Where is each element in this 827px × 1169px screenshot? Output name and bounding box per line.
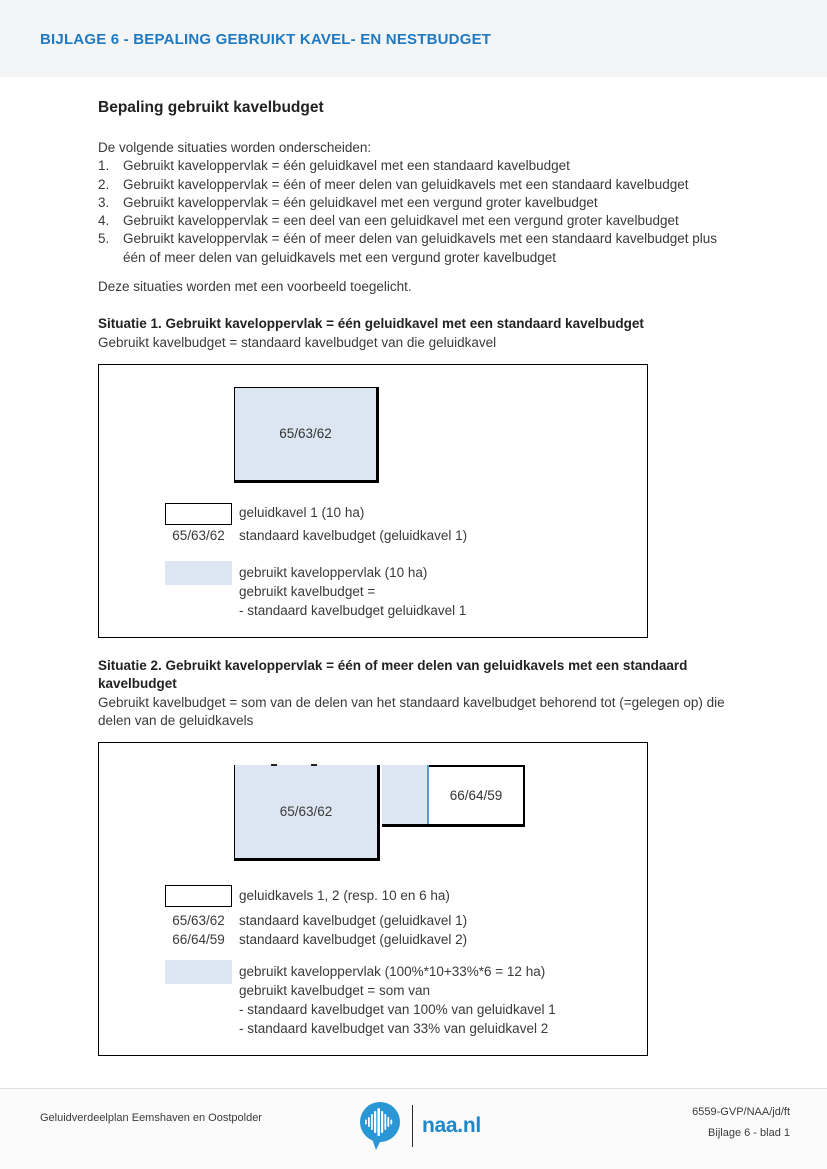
legend-kavel-label: geluidkavel 1 (10 ha) (239, 504, 365, 520)
legend-used-item: - standaard kavelbudget geluidkavel 1 (239, 602, 467, 618)
situatie2-title: Situatie 2. Gebruikt kaveloppervlak = één of meer delen van geluidkavels met een standaard kavelbudget (98, 657, 688, 692)
situations-list (98, 157, 734, 267)
figure-situatie2 (98, 742, 648, 1056)
list-item (98, 176, 734, 194)
legend-budget2-label: standaard kavelbudget (geluidkavel 2) (239, 932, 468, 948)
legend-budget-code: 65/63/62 (172, 527, 225, 543)
clipped-mark (271, 764, 277, 766)
list-item (98, 212, 734, 230)
legend-used-area: gebruikt kaveloppervlak (10 ha) (239, 564, 428, 580)
list-item-text: Gebruikt kaveloppervlak = één geluidkavel met een standaard kavelbudget (123, 158, 570, 174)
section-heading: Bepaling gebruikt kavelbudget (98, 99, 324, 116)
situatie1-title: Situatie 1. Gebruikt kaveloppervlak = één geluidkavel met een standaard kavelbudget (98, 316, 644, 332)
list-item-number: 1. (98, 158, 110, 174)
note-paragraph: Deze situaties worden met een voorbeeld toegelicht. (98, 279, 412, 295)
page-footer-band (0, 1088, 827, 1169)
list-item-number: 3. (98, 194, 110, 210)
kavelbudget2-label: 66/64/59 (449, 787, 503, 803)
legend-swatch-used (165, 561, 232, 585)
footer-reference (692, 1102, 790, 1144)
list-item (98, 194, 734, 212)
legend-used-budget: gebruikt kavelbudget = (239, 583, 376, 599)
geluidkavel1-box (234, 765, 380, 861)
list-item (98, 157, 734, 175)
clipped-mark (311, 764, 317, 766)
legend-swatch-used (165, 960, 232, 984)
list-item-text: Gebruikt kaveloppervlak = een deel van een geluidkavel met een vergund groter kavelbudget (123, 213, 679, 229)
situatie2-subtitle: Gebruikt kavelbudget = som van de delen van het standaard kavelbudget behorend tot (=gelegen op) die delen van de geluidkavels (98, 694, 725, 728)
list-item-number: 2. (98, 176, 110, 192)
legend-kavel-label: geluidkavels 1, 2 (resp. 10 en 6 ha) (239, 888, 450, 904)
intro-paragraph: De volgende situaties worden onderscheiden: (98, 140, 372, 155)
footer-page-number: Bijlage 6 - blad 1 (708, 1127, 790, 1139)
geluidkavel2-bottom-border (382, 824, 525, 827)
naa-logo (358, 1100, 481, 1152)
list-item-number: 4. (98, 213, 110, 229)
logo-divider (412, 1105, 413, 1147)
legend-swatch-kavel (165, 885, 232, 907)
appendix-title: BIJLAGE 6 - BEPALING GEBRUIKT KAVEL- EN NESTBUDGET (40, 31, 492, 48)
footer-reference-code: 6559-GVP/NAA/jd/ft (692, 1106, 790, 1118)
situatie1-subtitle: Gebruikt kavelbudget = standaard kavelbudget van die geluidkavel (98, 334, 497, 350)
kavelbudget1-label: 65/63/62 (279, 803, 333, 819)
geluidkavel1-box (234, 387, 379, 483)
list-item-text: Gebruikt kaveloppervlak = één of meer delen van geluidkavels met een standaard kavelbudget plus één of meer delen van geluidkavels met een vergund groter kavelbudget (123, 231, 717, 265)
geluidkavel2-box (429, 765, 525, 824)
list-item-number: 5. (98, 231, 110, 247)
legend-budget1-code: 65/63/62 (172, 913, 225, 929)
figure-situatie1 (98, 364, 648, 638)
page-header-band (0, 0, 827, 77)
kavelbudget-label: 65/63/62 (279, 425, 332, 441)
main-content (98, 99, 734, 1056)
legend-swatch-kavel (165, 503, 232, 525)
legend-budget1-label: standaard kavelbudget (geluidkavel 1) (239, 913, 468, 929)
legend-used-item1: - standaard kavelbudget van 100% van geluidkavel 1 (239, 1002, 556, 1018)
used-area-overlay (382, 765, 429, 824)
legend-used-item2: - standaard kavelbudget van 33% van geluidkavel 2 (239, 1021, 549, 1037)
list-item-text: Gebruikt kaveloppervlak = één of meer delen van geluidkavels met een standaard kavelbudget (123, 176, 689, 192)
list-item-text: Gebruikt kaveloppervlak = één geluidkavel met een vergund groter kavelbudget (123, 194, 598, 210)
legend-budget2-code: 66/64/59 (172, 932, 225, 948)
legend-budget-label: standaard kavelbudget (geluidkavel 1) (239, 527, 468, 543)
list-item (98, 230, 734, 267)
footer-document-title: Geluidverdeelplan Eemshaven en Oostpolder (40, 1112, 262, 1124)
legend-used-area: gebruikt kaveloppervlak (100%*10+33%*6 = 12 ha) (239, 964, 546, 980)
soundwave-logo-icon (358, 1100, 404, 1152)
naa-logo-text: naa.nl (422, 1114, 481, 1137)
legend-used-budget: gebruikt kavelbudget = som van (239, 983, 430, 999)
